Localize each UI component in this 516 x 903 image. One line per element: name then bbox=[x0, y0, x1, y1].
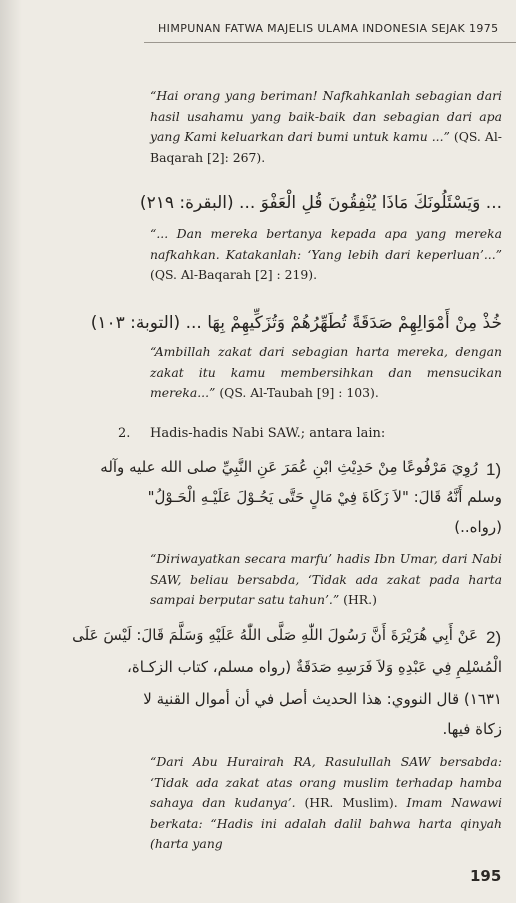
hadith-reference: (HR. Muslim). bbox=[295, 795, 398, 810]
page-gutter-shadow bbox=[0, 0, 22, 903]
quran-translation-2 bbox=[150, 224, 502, 286]
header-rule bbox=[144, 42, 516, 43]
nawawi-commentary: Imam Nawawi berkata: “Hadis ini adalah dalil bahwa harta qinyah (harta yang bbox=[150, 795, 502, 851]
translation-text: “Hai orang yang beriman! Nafkahkanlah sebagian dari hasil usahamu yang baik-baik dan sebagian dari apa yang Kami keluarkan dari bumi untuk kamu ...” bbox=[150, 88, 502, 144]
hadith-2-arabic-line-3: ١٦٣١) قال النووي: هذا الحديث أصل في أن أموال القنية لا bbox=[143, 690, 502, 708]
arabic-verse-1: ... وَيَسْئَلُونَكَ مَاذَا يُنْفِقُونَ قُلِ الْعَفْوَ ... (البقرة: ٢١٩) bbox=[139, 193, 502, 213]
hadith-2-arabic-line-2: الْمُسْلِمِ فِي عَبْدِهِ وَلاَ فَرَسِهِ صَدَقَةٌ (رواه مسلم، كتاب الزكـاة، bbox=[127, 658, 502, 676]
quran-translation-3 bbox=[150, 342, 502, 404]
translation-text: “Ambillah zakat dari sebagian harta mereka, dengan zakat itu kamu membersihkan dan mensucikan mereka...” bbox=[150, 344, 502, 400]
quran-reference: (QS. Al-Baqarah [2] : 219). bbox=[150, 267, 318, 282]
hadith-1-number: 1) bbox=[486, 460, 502, 479]
arabic-verse-2: خُذْ مِنْ أَمْوَالِهِمْ صَدَقَةً تُطَهِّرُهُمْ وَتُزَكِّيهِمْ بِهَا ... (التوبة: ١٠٣) bbox=[90, 313, 502, 333]
section-number: 2. bbox=[118, 426, 131, 441]
hadith-1-arabic-line-3: (رواه..) bbox=[454, 518, 502, 536]
hadith-2-arabic-line-1: عَنْ أَبِي هُرَيْرَةَ أَنَّ رَسُولَ اللّٰهِ صَلَّى اللّٰهُ عَلَيْهِ وَسَلَّمَ قَالَ: لَيْسَ عَلَى bbox=[72, 626, 478, 644]
hadith-1-arabic-line-1: رُوِيَ مَرْفُوعًا مِنْ حَدِيْثِ ابْنِ عُمَرَ عَنِ النَّبِيِّ صلى الله عليه وآله bbox=[100, 458, 478, 476]
quran-reference: (QS. Al-Taubah [9] : 103). bbox=[215, 385, 379, 400]
translation-text: “... Dan mereka bertanya kepada apa yang mereka nafkahkan. Katakanlah: ‘Yang lebih dari keperluan’...” bbox=[150, 226, 502, 262]
hadith-reference: (HR.) bbox=[339, 592, 377, 607]
hadith-1-translation bbox=[150, 549, 502, 611]
translation-text: “Diriwayatkan secara marfu’ hadis Ibn Umar, dari Nabi SAW, beliau bersabda, ‘Tidak ada zakat pada harta sampai berputar satu tahun’.” bbox=[150, 551, 502, 607]
hadith-1-arabic-line-2: وسلم أَنَّهُ قَالَ: "لاَ زَكَاةَ فِيْ مَالٍ حَتَّى يَحُـوْلَ عَلَيْـهِ الْحَـوْلُ" bbox=[147, 488, 502, 506]
quran-translation-1 bbox=[150, 86, 502, 168]
page-number: 195 bbox=[470, 867, 502, 885]
running-header: HIMPUNAN FATWA MAJELIS ULAMA INDONESIA SEJAK 1975 bbox=[158, 22, 499, 35]
quran-reference: (QS. Al-Baqarah [2]: 267). bbox=[150, 129, 502, 165]
hadith-2-number: 2) bbox=[486, 628, 502, 647]
hadith-2-arabic-line-4: زكاة فيها. bbox=[442, 720, 502, 738]
section-title: Hadis-hadis Nabi SAW.; antara lain: bbox=[150, 426, 386, 441]
hadith-2-translation bbox=[150, 752, 502, 855]
translation-text: “Dari Abu Hurairah RA, Rasulullah SAW bersabda: ‘Tidak ada zakat atas orang muslim terhadap hamba sahaya dan kudanya’. bbox=[150, 754, 502, 810]
